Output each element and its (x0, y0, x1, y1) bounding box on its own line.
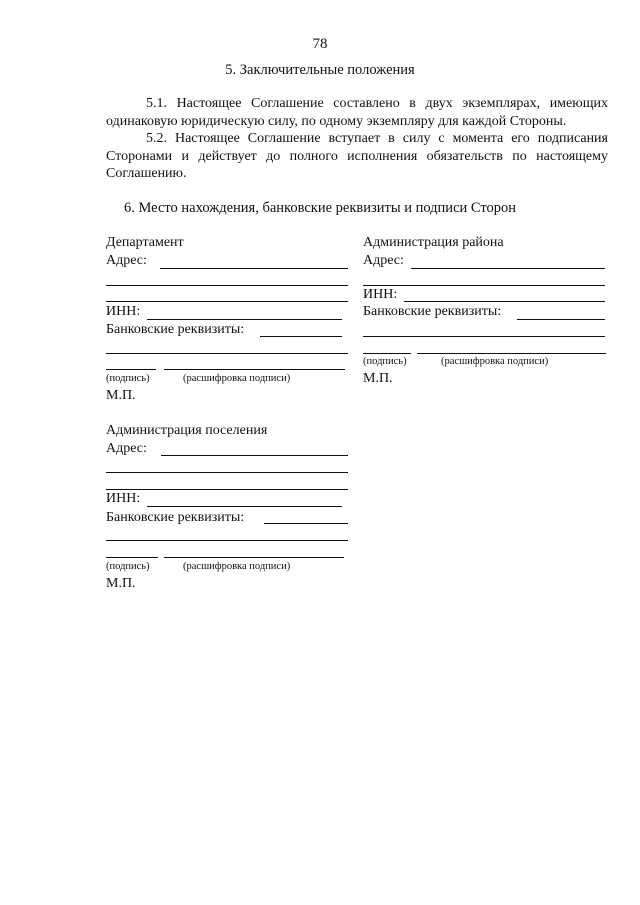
settlement-bank-line-2[interactable] (106, 540, 348, 541)
department-address-line-3[interactable] (106, 301, 348, 302)
section-5-title: 5. Заключительные положения (225, 62, 415, 78)
department-bank-line-2[interactable] (106, 353, 348, 354)
district-signature-line[interactable] (363, 353, 411, 354)
section-6-title: 6. Место нахождения, банковские реквизиты и подписи Сторон (123, 200, 517, 216)
settlement-address-line-3[interactable] (106, 489, 348, 490)
district-signature-caption: (подпись) (363, 356, 407, 367)
department-decode-caption: (расшифровка подписи) (183, 373, 291, 384)
section-5-paragraph-2: 5.2. Настоящее Соглашение вступает в силу с момента его подписания Сторонами и действует до полного исполнения обязательств по настоящему Соглашению. (106, 131, 608, 181)
settlement-name: Администрация поселения (106, 423, 268, 438)
settlement-signature-line[interactable] (106, 557, 158, 558)
settlement-bank-label: Банковские реквизиты: (106, 510, 245, 525)
settlement-bank-line-1[interactable] (264, 523, 348, 524)
department-name: Департамент (106, 235, 184, 250)
section-5-paragraph-1: 5.1. Настоящее Соглашение составлено в двух экземплярах, имеющих одинаковую юридическую силу, по одному экземпляру для каждой Стороны. (106, 96, 608, 129)
district-address-line-2[interactable] (363, 285, 605, 286)
department-signature-line[interactable] (106, 369, 156, 370)
department-address-line-2[interactable] (106, 285, 348, 286)
department-signature-decode-line[interactable] (164, 369, 345, 370)
department-inn-line[interactable] (147, 319, 342, 320)
district-signature-decode-line[interactable] (417, 353, 606, 354)
settlement-signature-decode-line[interactable] (164, 557, 344, 558)
department-bank-line-1[interactable] (260, 336, 342, 337)
page-number: 78 (312, 36, 328, 52)
district-bank-line-2[interactable] (363, 336, 605, 337)
district-bank-line-1[interactable] (517, 319, 605, 320)
district-inn-label: ИНН: (363, 287, 398, 302)
department-signature-caption: (подпись) (106, 373, 150, 384)
settlement-inn-label: ИНН: (106, 491, 141, 506)
department-inn-label: ИНН: (106, 304, 141, 319)
settlement-address-label: Адрес: (106, 441, 147, 456)
district-address-label: Адрес: (363, 253, 404, 268)
department-bank-label: Банковские реквизиты: (106, 322, 245, 337)
district-bank-label: Банковские реквизиты: (363, 304, 502, 319)
settlement-decode-caption: (расшифровка подписи) (183, 561, 291, 572)
department-address-line-1[interactable] (160, 268, 348, 269)
settlement-seal: М.П. (106, 576, 136, 591)
department-seal: М.П. (106, 388, 136, 403)
settlement-address-line-1[interactable] (161, 455, 348, 456)
department-address-label: Адрес: (106, 253, 147, 268)
settlement-inn-line[interactable] (147, 506, 342, 507)
settlement-signature-caption: (подпись) (106, 561, 150, 572)
district-address-line-1[interactable] (411, 268, 605, 269)
district-seal: М.П. (363, 371, 393, 386)
district-decode-caption: (расшифровка подписи) (441, 356, 549, 367)
settlement-address-line-2[interactable] (106, 472, 348, 473)
district-name: Администрация района (363, 235, 504, 250)
district-inn-line[interactable] (404, 301, 605, 302)
